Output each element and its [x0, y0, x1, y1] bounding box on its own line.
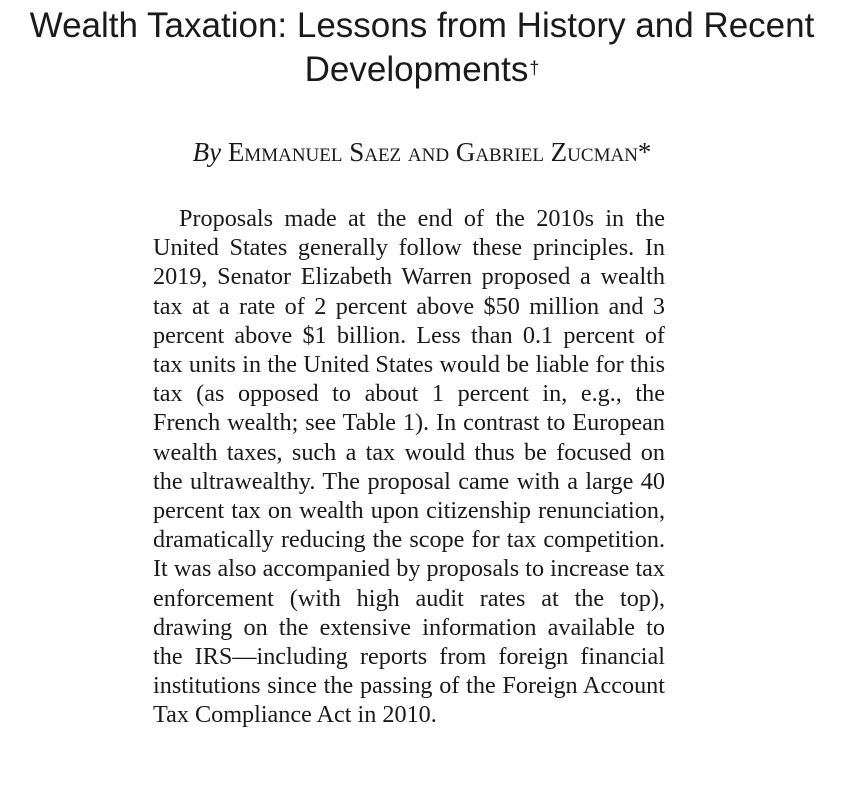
article-title: [0, 4, 844, 92]
article-title-text: Wealth Taxation: Lessons from History and Recent Developments: [29, 6, 815, 89]
body-paragraph: Proposals made at the end of the 2010s in the United States generally follow these principles. In 2019, Senator Elizabeth Warren proposed a wealth tax at a rate of 2 percent above $50 million and 3 percent above $1 billion. Less than 0.1 percent of tax units in the United States would be liable for this tax (as opposed to about 1 percent in, e.g., the French wealth; see Table 1). In contrast to European wealth taxes, such a tax would thus be focused on the ultrawealthy. The proposal came with a large 40 percent tax on wealth upon citizenship renunciation, dramatically reducing the scope for tax competition. It was also accompanied by proposals to increase tax enforcement (with high audit rates at the top), drawing on the extensive information available to the IRS—including reports from foreign financial institutions since the passing of the Foreign Account Tax Compliance Act in 2010.: [153, 205, 665, 729]
body-column: [153, 204, 665, 730]
byline-footnote-mark[interactable]: *: [637, 137, 652, 167]
byline-authors: Emmanuel Saez and Gabriel Zucman: [227, 137, 638, 167]
byline-by: By: [192, 137, 222, 167]
title-footnote-mark[interactable]: †: [529, 58, 540, 78]
byline: [0, 134, 844, 170]
